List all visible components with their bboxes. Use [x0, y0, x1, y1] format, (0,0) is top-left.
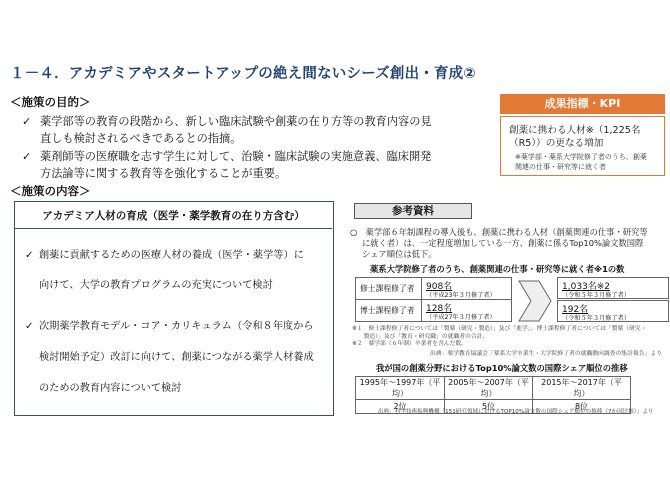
rank-cell: 5位	[445, 400, 533, 414]
period-header: 2005年～2007年（平均）	[445, 377, 533, 400]
content-box-title: アカデミア人材の育成（医学・薬学教育の在り方含む）	[42, 210, 305, 222]
before-value: 908名 （平成23年３月修了者）	[422, 278, 512, 300]
after-value: 192名 （令和５年３月修了者）	[557, 300, 669, 322]
kpi-note: ※薬学部・薬系大学院修了者のうち、創薬 関連の仕事・研究等に就く者	[515, 153, 647, 171]
reference-description: ○ 薬学部６年制課程の導入後も、創薬に携わる人材（創薬関連の仕事・研究等 に就く者）は、一定程度増加している一方、創薬に係るTop10%論文数国際 シェア順位は低下。	[350, 227, 648, 259]
content-item-cont: のための教育内容について検討	[39, 383, 182, 394]
check-icon: ✓	[22, 115, 32, 128]
table1-title: 薬系大学院修了者のうち、創薬関連の仕事・研究等に就く者※1の数	[370, 264, 625, 274]
check-icon: ✓	[22, 150, 32, 163]
rank-cell: 8位	[533, 400, 631, 414]
after-value: 1,033名※2 （令和５年３月修了者）	[557, 277, 669, 299]
purpose-bullet-text: 薬学部等の教育の段階から、新しい臨床試験や創薬の在り方等の教育内容の見 直しも検討されるべきであるとの指摘。	[40, 115, 432, 145]
table-row	[356, 377, 631, 400]
page-title: １－４．アカデミアやスタートアップの絶え間ないシーズ創出・育成②	[10, 66, 476, 82]
before-value: 128名 （平成27年３月修了者）	[422, 300, 512, 322]
rank-cell: 2位	[356, 400, 445, 414]
purpose-heading: ＜施策の目的＞	[10, 95, 91, 109]
check-icon: ✓	[25, 250, 34, 261]
row-label: 修士課程修了者	[356, 278, 422, 300]
source-note: 出典：薬学教育協議会「薬系大学卒業生・大学院修了者の就職動向調査の集計報告」より	[430, 351, 662, 357]
purpose-bullet-text: 薬剤師等の医療職を志す学生に対して、治験・臨床試験の実施意義、臨床開発 方法論等に関する教育等を強化することが重要。	[40, 150, 432, 180]
content-item-cont: 検討開始予定）改訂に向けて、創薬につながる薬学人材養成	[39, 352, 314, 363]
source-note: 出典：科学技術振興機構「151研究領域におけるTOP10%論文数の国際シェア順位の推移（7か国比較）」より	[378, 409, 654, 415]
content-item: ✓ 次期薬学教育モデル・コア・カリキュラム（令和８年度から	[25, 321, 314, 332]
check-icon: ✓	[25, 321, 34, 332]
table-row	[356, 300, 512, 322]
content-item-cont: 向けて、大学の教育プログラムの充実について検討	[39, 280, 273, 291]
divider	[15, 228, 332, 229]
content-item: ✓ 創薬に貢献するための医療人材の養成（医学・薬学等）に	[25, 250, 304, 261]
content-heading: ＜施策の内容＞	[10, 184, 91, 198]
table-row	[356, 278, 512, 300]
table-notes: ※１ 修士課程修了者については「製薬（研究・製造）」及び「進学」、博士課程修了者については「製薬（研究・ 製造）」及び「教育・研究職」の就職者の合計。 ※２ 薬学部（６年制）卒業者を含んだ数。	[352, 326, 647, 348]
content-box	[14, 201, 334, 416]
kpi-main-text: 創薬に携わる人材※（1,225名 （R5））の更なる増加	[509, 125, 641, 149]
table2-title: 我が国の創薬分野におけるTop10%論文数の国際シェア順位の推移	[376, 363, 628, 373]
graduates-table	[355, 277, 512, 322]
period-header: 1995年～1997年（平均）	[356, 377, 445, 400]
increase-arrow-icon	[517, 279, 553, 323]
purpose-bullet	[22, 148, 492, 182]
purpose-bullet	[22, 113, 492, 147]
kpi-box	[500, 116, 665, 176]
reference-heading: 参考資料	[354, 203, 472, 219]
row-label: 博士課程修了者	[356, 300, 422, 322]
period-header: 2015年～2017年（平均）	[533, 377, 631, 400]
kpi-heading: 成果指標・KPI	[500, 94, 665, 114]
